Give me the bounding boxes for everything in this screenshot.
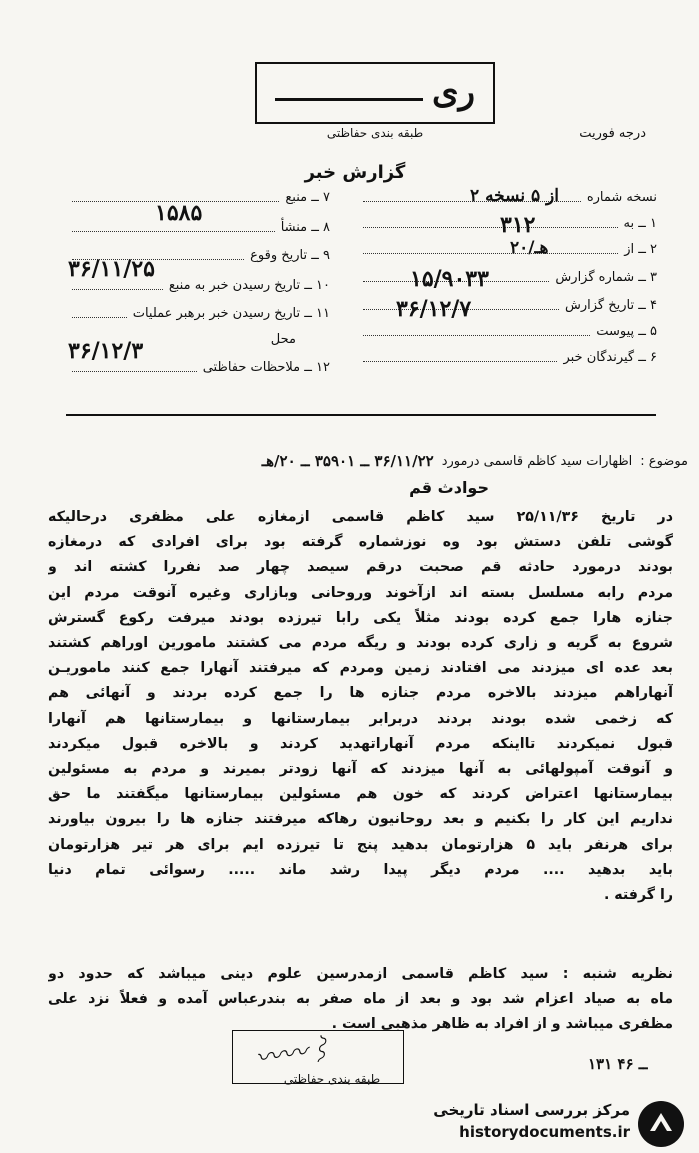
body-line: مردم رابه مسلسل بسته اند ازآخوند وروحانی وبازاری وغیره آنوقت مردم این	[48, 584, 673, 601]
value-location: ۳۶/۱۲/۳	[68, 338, 144, 364]
document-number: ۱۳۱ ــ ۴۶	[588, 1055, 648, 1073]
watermark-name: مرکز بررسی اسناد تاریخی	[433, 1101, 630, 1119]
body-line: نداریم این کار را بکنیم و بعد روحانیون رهاکه میرفتند جنازه ها را بیرون بیاورند	[48, 811, 673, 828]
subject-text: اظهارات سید کاظم قاسمی درمورد	[441, 453, 633, 469]
body-line: در تاریخ ۲۵/۱۱/۳۶ سید کاظم قاسمی ازمغازه علی مظفری درحالیکه	[48, 509, 673, 525]
subject-reference: ۳۶/۱۱/۲۲ ــ ۳۵۹۰۱ ــ ۲۰/هـ	[261, 452, 434, 470]
body-line: باید بدهید .... مردم دیگر پیدا رشد ماند ..... رسوائی تمام دنیا	[48, 861, 673, 878]
field-security-notes: ۱۲ ــ ملاحظات حفاظتی	[66, 360, 330, 375]
body-line: آنهاراهم میزدند بالاخره مردم جنازه ها را جمع کرده بردند و آنهائی هم	[48, 685, 673, 702]
classification-stamp	[255, 62, 495, 124]
field-from: ۲ ــ از	[357, 242, 657, 257]
value-from: ۲۰/هـ	[510, 238, 549, 258]
field-location: محل	[66, 332, 296, 347]
body-line: بودند درمورد حادثه قم صحبت درقم سیصد چهار صد نفررا کشته اند و	[48, 559, 673, 576]
watermark-url: historydocuments.ir	[459, 1123, 630, 1141]
body-line: گوشی تلفن دستش بود وه نوزشماره گرفته بود برای افرادی که درمغازه	[48, 534, 673, 551]
body-line: را گرفته .	[603, 887, 673, 904]
field-attachment: ۵ ــ پیوست	[357, 324, 657, 339]
body-line: شروع به گریه و زاری کرده بودند و ریگه مردم می کشتند مامورین اوراهم کشتند	[48, 635, 673, 652]
body-line: بعد عده ای میزدند می افتادند زمین ومردم که میرفتند آنهارا جمع کنند ماموریـن	[48, 660, 673, 677]
note-line: نظریه شنبه : سید کاظم قاسمی ازمدرسین علوم دینی میباشد که حدود دو	[48, 966, 673, 982]
subject-label: موضوع :	[640, 453, 688, 469]
body-line: که زخمی شده بودند بردند دربرابر بیمارستانها و بیمارستانها هم آنهارا	[48, 710, 673, 727]
archive-logo-icon	[636, 1099, 686, 1149]
body-line: برای هرنفر باید ۵ هزارتومان بدهید پنج تا تیرزده ایم برای هر تیر هزارتومان	[48, 836, 673, 853]
body-line: و آنوقت آمپولهائی به آنها میزدند که آنها زودتر بمیرند و مردم به مسئولین	[48, 761, 673, 778]
report-title: گزارش خبر	[304, 162, 406, 183]
field-copy-number: نسخه شماره	[357, 190, 657, 205]
note-line: ماه به صیاد اعزام شد بود و بعد از ماه صفر به بندرعباس آمده و فعلاً نزد علی	[48, 991, 673, 1007]
field-to: ۱ ــ به	[357, 216, 657, 231]
value-report-date: ۳۶/۱۲/۷	[396, 296, 472, 322]
field-recipients: ۶ ــ گیرندگان خبر	[357, 350, 657, 365]
event-title: حوادث قم	[409, 478, 489, 497]
value-copy-number: ۲ از ۵ نسخه	[470, 186, 559, 206]
stamp-stroke	[275, 98, 423, 101]
field-origin: ۸ ــ منشأ	[66, 220, 330, 235]
value-source: ۱۵۸۵	[155, 200, 203, 226]
body-line: بیمارستانها اعتراض کردند که خون هم مسئولین بیمارستانها میگفتند ما حق	[48, 786, 673, 803]
field-report-date: ۴ ــ تاریخ گزارش	[357, 298, 657, 313]
field-report-number: ۳ ــ شماره گزارش	[357, 270, 657, 285]
value-to: ۳۱۲	[500, 212, 536, 238]
report-note	[48, 962, 673, 1037]
classification-label-top: طبقه بندی حفاظتی	[326, 126, 424, 140]
classification-label-bottom: طبقه بندی حفاظتی	[283, 1072, 381, 1086]
field-source: ۷ ــ منبع	[66, 190, 330, 205]
note-line: مظفری میباشد و از افراد به ظاهر مذهبی است .	[331, 1016, 673, 1032]
field-date-received-leader: ۱۱ ــ تاریخ رسیدن خبر برهبر عملیات	[66, 306, 330, 321]
body-line: جنازه هارا جمع کرده بودند مثلاً یکی رابا تیرزده بودند میرفت رکوع گسترش	[48, 609, 673, 626]
value-report-number: ۱۵/۹۰۳۳	[410, 266, 489, 292]
subject-line	[12, 452, 688, 470]
report-body	[48, 505, 673, 908]
priority-label: درجه فوریت	[579, 126, 646, 141]
field-event-date: ۹ ــ تاریخ وقوع	[66, 248, 330, 263]
form-divider	[66, 414, 656, 416]
field-date-received-source: ۱۰ ــ تاریخ رسیدن خبر به منبع	[66, 278, 330, 293]
value-event-date: ۳۶/۱۱/۲۵	[68, 256, 155, 282]
stamp-handwriting: ری	[431, 72, 475, 112]
body-line: قبول نمیکردند تااینکه مردم آنهاراتهدید کردند و بالاخره قبول میکردند	[48, 735, 673, 752]
signature: 〰〰⌇	[253, 1033, 336, 1075]
